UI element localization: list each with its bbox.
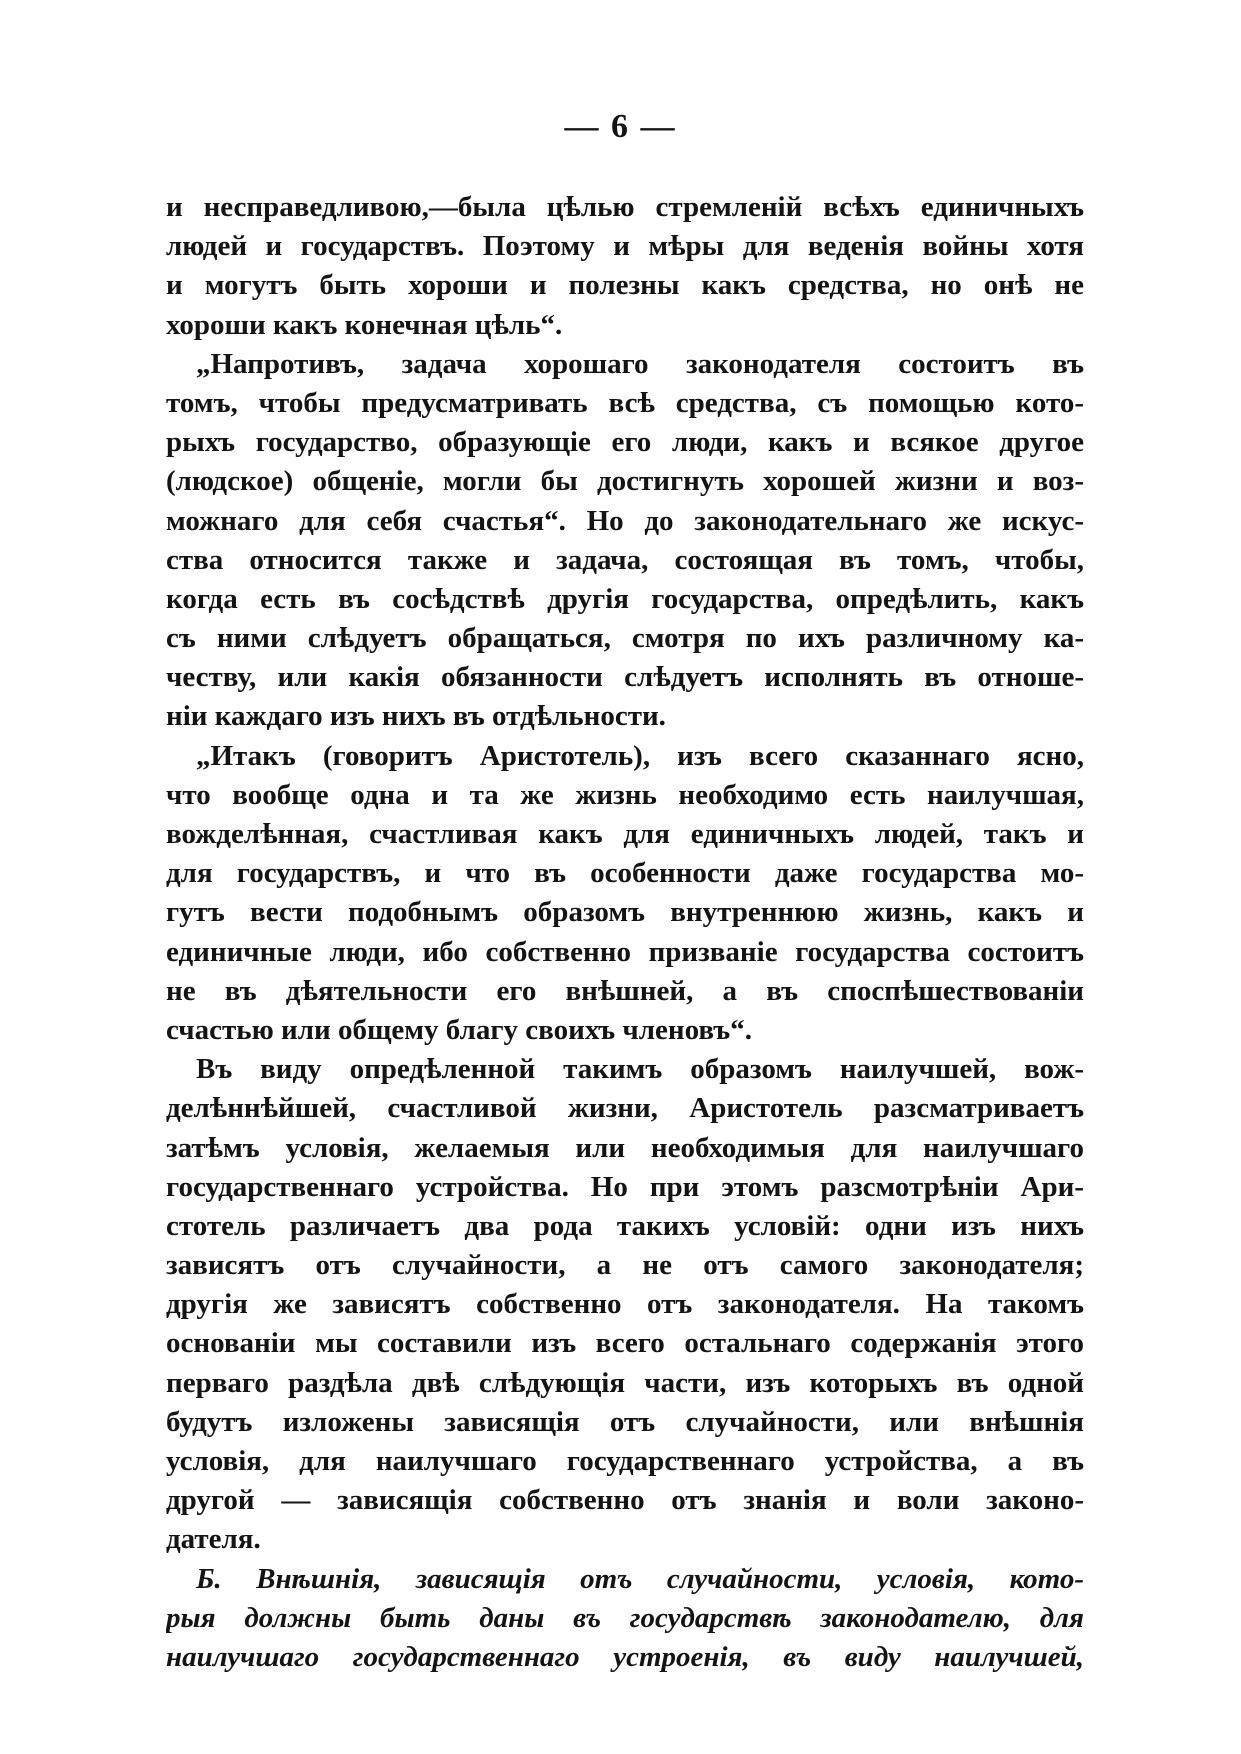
text-line: перваго раздѣла двѣ слѣдующія части, изъ которыхъ въ одной (166, 1366, 1084, 1399)
text-line: дателя. (166, 1523, 261, 1556)
section-heading-line: наилучшаго государственнаго устроенія, въ виду наилучшей, (166, 1640, 1084, 1673)
text-line: рыхъ государство, образующіе его люди, какъ и всякое другое (166, 426, 1084, 459)
text-line: единичные люди, ибо собственно призваніе государства состоитъ (166, 935, 1084, 968)
text-line: зависятъ отъ случайности, а не отъ самого законодателя; (166, 1249, 1084, 1282)
text-line: другой — зависящія собственно отъ знанія и воли законо- (166, 1484, 1084, 1517)
text-line: и могутъ быть хороши и полезны какъ средства, но онѣ не (166, 269, 1084, 302)
text-line: другія же зависятъ собственно отъ законодателя. На такомъ (166, 1288, 1084, 1321)
text-line: „Напротивъ, задача хорошаго законодателя состоитъ въ (196, 347, 1084, 380)
text-line: (людское) общеніе, могли бы достигнуть хорошей жизни и воз- (166, 465, 1084, 498)
text-line: не въ дѣятельности его внѣшней, а въ споспѣшествованіи (166, 974, 1084, 1007)
text-line: людей и государствъ. Поэтому и мѣры для веденія войны хотя (166, 230, 1084, 263)
text-line: ніи каждаго изъ нихъ въ отдѣльности. (166, 700, 666, 733)
text-line: делѣннѣйшей, счастливой жизни, Аристотель разсматриваетъ (166, 1092, 1084, 1125)
text-line: и несправедливою,—была цѣлью стремленій всѣхъ единичныхъ (166, 191, 1084, 223)
text-line: можнаго для себя счастья“. Но до законодательнаго же искус- (166, 504, 1084, 537)
text-line: ства относится также и задача, состоящая въ томъ, чтобы, (166, 543, 1084, 576)
text-line: затѣмъ условія, желаемыя или необходимыя для наилучшаго (166, 1131, 1084, 1164)
text-line: что вообще одна и та же жизнь необходимо есть наилучшая, (166, 778, 1084, 811)
page-number: — 6 — (564, 108, 677, 145)
text-line: государственнаго устройства. Но при этомъ разсмотрѣніи Ари- (166, 1170, 1084, 1203)
text-line: „Итакъ (говоритъ Аристотель), изъ всего сказаннаго ясно, (196, 739, 1084, 772)
section-heading-line: Б. Внѣшнія, зависящія отъ случайности, условія, кото- (196, 1562, 1084, 1595)
text-line: гутъ вести подобнымъ образомъ внутреннюю жизнь, какъ и (166, 896, 1084, 929)
text-line: стотель различаетъ два рода такихъ условій: одни изъ нихъ (166, 1209, 1084, 1242)
text-line: для государствъ, и что въ особенности даже государства мо- (166, 857, 1084, 890)
text-line: честву, или какія обязанности слѣдуетъ исполнять въ отноше- (166, 661, 1084, 694)
text-line: когда есть въ сосѣдствѣ другія государства, опредѣлить, какъ (166, 582, 1084, 615)
text-line: вожделѣнная, счастливая какъ для единичныхъ людей, такъ и (166, 818, 1084, 850)
text-line: томъ, чтобы предусматривать всѣ средства, съ помощью кото- (166, 386, 1084, 419)
text-line: счастью или общему благу своихъ членовъ“. (166, 1013, 752, 1046)
text-line: условія, для наилучшаго государственнаго устройства, а въ (166, 1445, 1084, 1477)
text-line: будутъ изложены зависящія отъ случайности, или внѣшнія (166, 1405, 1084, 1438)
section-heading-line: рыя должны быть даны въ государствѣ законодателю, для (166, 1601, 1084, 1634)
text-line: основаніи мы составили изъ всего остальнаго содержанія этого (166, 1327, 1084, 1360)
text-line: съ ними слѣдуетъ обращаться, смотря по ихъ различному ка- (166, 622, 1084, 655)
text-line: Въ виду опредѣленной такимъ образомъ наилучшей, вож- (196, 1053, 1084, 1086)
page-body-text (166, 188, 1084, 1677)
text-line: хороши какъ конечная цѣль“. (166, 308, 563, 341)
